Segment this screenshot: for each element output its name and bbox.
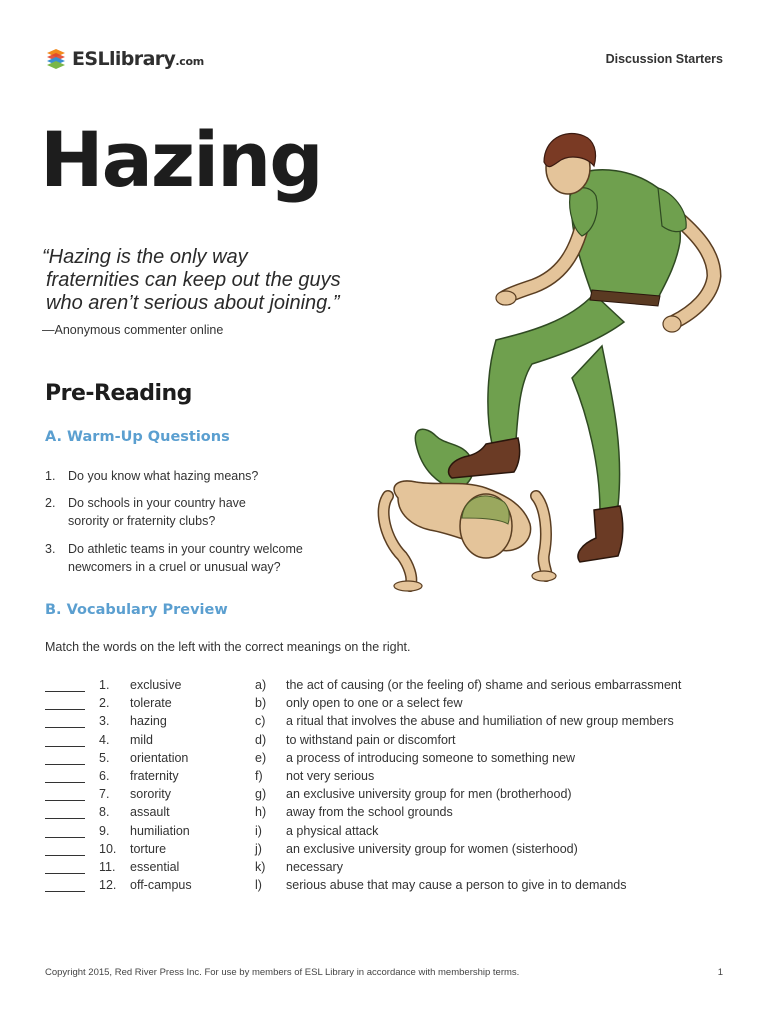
vocab-word: sorority	[130, 787, 171, 802]
definition-letter: k)	[255, 859, 266, 874]
definition-text: a ritual that involves the abuse and humiliation of new group members	[286, 714, 674, 729]
vocab-number: 2.	[99, 696, 110, 711]
vocab-row	[45, 805, 735, 823]
answer-blank[interactable]	[45, 818, 85, 819]
vocab-row	[45, 842, 735, 860]
definition-letter: f)	[255, 768, 263, 783]
warm-up-question	[45, 467, 338, 485]
answer-blank[interactable]	[45, 764, 85, 765]
vocab-word: exclusive	[130, 678, 182, 692]
definition-text: away from the school grounds	[286, 805, 453, 820]
answer-blank[interactable]	[45, 782, 85, 783]
definition-text: to withstand pain or discomfort	[286, 732, 456, 747]
definition-letter: g)	[255, 787, 267, 802]
vocab-number: 11.	[99, 859, 116, 874]
vocab-number: 3.	[99, 714, 110, 729]
vocab-number: 1.	[99, 678, 110, 692]
esl-library-logo	[44, 44, 204, 74]
crouching-man-figure	[384, 429, 556, 591]
question-text: Do schools in your country have sorority or fraternity clubs?	[68, 496, 246, 528]
warm-up-question	[45, 494, 258, 530]
definition-letter: h)	[255, 805, 267, 820]
definition-letter: e)	[255, 750, 267, 765]
vocab-row	[45, 860, 735, 878]
footer-copyright: Copyright 2015, Red River Press Inc. For use by members of ESL Library in accordance with membership terms.	[45, 967, 520, 978]
vocab-word: humiliation	[130, 823, 190, 838]
section-heading-pre-reading: Pre-Reading	[45, 381, 192, 406]
definition-text: a physical attack	[286, 823, 379, 838]
definition-letter: a)	[255, 678, 267, 692]
vocab-row	[45, 714, 735, 732]
vocab-word: fraternity	[130, 768, 179, 783]
vocab-row	[45, 696, 735, 714]
hazing-illustration-icon	[368, 126, 730, 596]
vocab-number: 10.	[99, 841, 117, 856]
definition-letter: j)	[255, 841, 262, 856]
vocab-row	[45, 769, 735, 787]
vocab-word: tolerate	[130, 696, 172, 711]
vocab-word: assault	[130, 805, 170, 820]
definition-text: only open to one or a select few	[286, 696, 463, 711]
answer-blank[interactable]	[45, 727, 85, 728]
definition-letter: b)	[255, 696, 267, 711]
vocab-row	[45, 824, 735, 842]
vocab-word: mild	[130, 732, 153, 747]
answer-blank[interactable]	[45, 873, 85, 874]
logo-book-icon	[44, 47, 68, 71]
quote-line: “Hazing is the only way	[42, 246, 248, 268]
answer-blank[interactable]	[45, 855, 85, 856]
vocab-word: torture	[130, 841, 167, 856]
vocab-row	[45, 787, 735, 805]
vocab-number: 6.	[99, 768, 110, 783]
definition-letter: i)	[255, 823, 262, 838]
answer-blank[interactable]	[45, 746, 85, 747]
definition-text: not very serious	[286, 768, 375, 783]
vocab-word: essential	[130, 859, 180, 874]
question-number: 3.	[45, 542, 56, 556]
vocab-word: off-campus	[130, 878, 192, 893]
vocab-row	[45, 878, 735, 896]
vocab-row	[45, 678, 735, 696]
vocab-number: 7.	[99, 787, 110, 802]
definition-letter: c)	[255, 714, 266, 729]
vocab-table	[45, 678, 735, 896]
definition-letter: l)	[255, 878, 262, 893]
quote-line: fraternities can keep out the guys	[46, 269, 341, 291]
question-text: Do athletic teams in your country welcome newcomers in a cruel or unusual way?	[68, 542, 303, 574]
definition-text: the act of causing (or the feeling of) shame and serious embarrassment	[286, 678, 682, 692]
definition-letter: d)	[255, 732, 267, 747]
definition-text: a process of introducing someone to something new	[286, 750, 576, 765]
answer-blank[interactable]	[45, 691, 85, 692]
vocab-word: hazing	[130, 714, 167, 729]
vocab-number: 5.	[99, 750, 110, 765]
quote-attribution: —Anonymous commenter online	[42, 323, 224, 337]
definition-text: an exclusive university group for men (brotherhood)	[286, 787, 572, 802]
answer-blank[interactable]	[45, 709, 85, 710]
series-label: Discussion Starters	[605, 52, 723, 66]
page-title: Hazing	[40, 115, 322, 204]
definition-text: necessary	[286, 859, 343, 874]
vocab-number: 4.	[99, 732, 110, 747]
vocab-word: orientation	[130, 750, 189, 765]
subheading-vocabulary: B. Vocabulary Preview	[45, 602, 228, 618]
definition-text: serious abuse that may cause a person to give in to demands	[286, 878, 627, 893]
vocab-number: 8.	[99, 805, 110, 820]
warm-up-question	[45, 540, 326, 576]
question-number: 1.	[45, 469, 56, 483]
subheading-warm-up: A. Warm-Up Questions	[45, 429, 230, 445]
vocab-row	[45, 751, 735, 769]
vocab-number: 12.	[99, 878, 117, 893]
answer-blank[interactable]	[45, 800, 85, 801]
question-number: 2.	[45, 496, 56, 510]
answer-blank[interactable]	[45, 891, 85, 892]
answer-blank[interactable]	[45, 837, 85, 838]
vocab-row	[45, 733, 735, 751]
vocab-number: 9.	[99, 823, 110, 838]
question-text: Do you know what hazing means?	[68, 469, 259, 483]
pull-quote	[42, 246, 372, 315]
quote-line: who aren’t serious about joining.”	[46, 292, 340, 314]
definition-text: an exclusive university group for women (sisterhood)	[286, 841, 578, 856]
logo-text: ESLlibrary.com	[72, 48, 204, 70]
vocab-instructions: Match the words on the left with the correct meanings on the right.	[45, 640, 411, 654]
page-number: 1	[717, 967, 723, 978]
